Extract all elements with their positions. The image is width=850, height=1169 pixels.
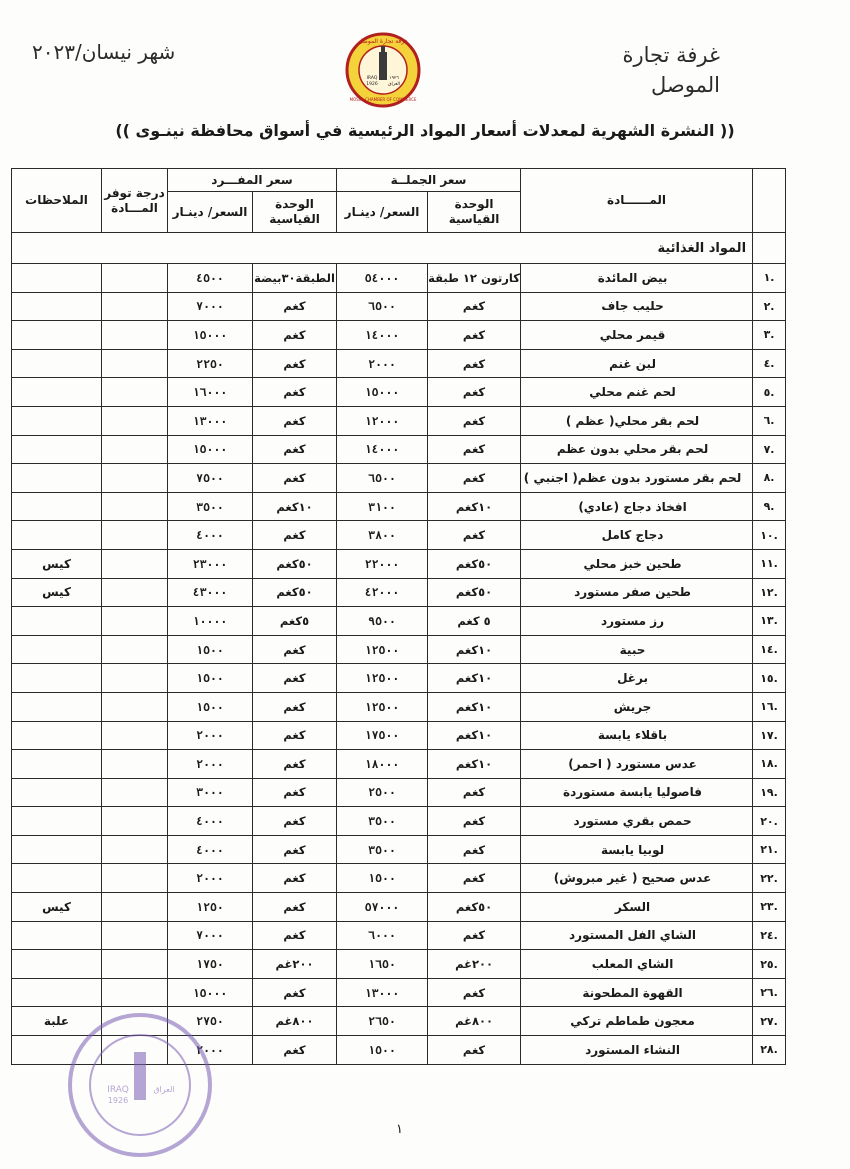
item-name: حبية bbox=[521, 635, 753, 664]
item-name: بيض المائدة bbox=[521, 264, 753, 293]
item-name: لحم غنم محلي bbox=[521, 378, 753, 407]
availability bbox=[102, 378, 168, 407]
table-row bbox=[12, 750, 786, 779]
row-number: .٤ bbox=[753, 349, 786, 378]
item-name: باقلاء يابسة bbox=[521, 721, 753, 750]
table-row bbox=[12, 950, 786, 979]
availability bbox=[102, 692, 168, 721]
wholesale-price: ٣٨٠٠ bbox=[337, 521, 428, 550]
row-number: .١ bbox=[753, 264, 786, 293]
item-name: عدس مستورد ( احمر) bbox=[521, 750, 753, 779]
retail-unit: كغم bbox=[253, 721, 337, 750]
col-number-header bbox=[753, 169, 786, 233]
table-row bbox=[12, 778, 786, 807]
row-number: .١١ bbox=[753, 549, 786, 578]
price-table bbox=[11, 168, 786, 1065]
item-name: لبن غنم bbox=[521, 349, 753, 378]
note: كيس bbox=[12, 893, 102, 922]
wholesale-unit: ٥٠كغم bbox=[428, 578, 521, 607]
wholesale-unit: كغم bbox=[428, 921, 521, 950]
retail-price: ٣٠٠٠ bbox=[168, 778, 253, 807]
retail-price: ١٦٠٠٠ bbox=[168, 378, 253, 407]
table-row bbox=[12, 549, 786, 578]
wholesale-unit: كارتون ١٢ طبقة bbox=[428, 264, 521, 293]
retail-unit: كغم bbox=[253, 378, 337, 407]
wholesale-price: ٢٥٠٠ bbox=[337, 778, 428, 807]
retail-price: ١٧٥٠ bbox=[168, 950, 253, 979]
retail-unit: كغم bbox=[253, 978, 337, 1007]
availability bbox=[102, 750, 168, 779]
wholesale-price: ١٥٠٠ bbox=[337, 1036, 428, 1065]
item-name: معجون طماطم تركي bbox=[521, 1007, 753, 1036]
availability bbox=[102, 835, 168, 864]
retail-price: ٤٠٠٠ bbox=[168, 807, 253, 836]
retail-price-header: السعر/ دينـار bbox=[168, 192, 253, 233]
retail-unit: ٢٠٠غم bbox=[253, 950, 337, 979]
retail-unit-header: الوحدة القياسية bbox=[253, 192, 337, 233]
note: كيس bbox=[12, 549, 102, 578]
table-row bbox=[12, 264, 786, 293]
price-table-body bbox=[12, 233, 786, 1065]
wholesale-price: ٣٥٠٠ bbox=[337, 835, 428, 864]
logo-country-arabic: العراق bbox=[387, 82, 401, 87]
item-name: السكر bbox=[521, 893, 753, 922]
row-number: .٦ bbox=[753, 406, 786, 435]
retail-price: ٢٠٠٠ bbox=[168, 1036, 253, 1065]
col-retail-header: سعر المفـــرد bbox=[168, 169, 337, 192]
logo-bottom-text: MOSUL CHAMBER OF COMMERCE bbox=[349, 97, 417, 102]
chamber-stamp bbox=[60, 1010, 220, 1160]
item-name: لحم بقر مستورد بدون عظم( اجنبي ) bbox=[521, 464, 753, 493]
row-number: .١٠ bbox=[753, 521, 786, 550]
row-number: .١٧ bbox=[753, 721, 786, 750]
logo-year-text: 1926 bbox=[366, 82, 378, 87]
retail-unit: ١٠كغم bbox=[253, 492, 337, 521]
item-name: حليب جاف bbox=[521, 292, 753, 321]
row-number: .١٥ bbox=[753, 664, 786, 693]
note bbox=[12, 721, 102, 750]
note: كيس bbox=[12, 578, 102, 607]
availability bbox=[102, 406, 168, 435]
col-wholesale-header: سعر الجملــة bbox=[337, 169, 521, 192]
wholesale-unit: كغم bbox=[428, 521, 521, 550]
wholesale-price: ١٤٠٠٠ bbox=[337, 435, 428, 464]
wholesale-unit: كغم bbox=[428, 778, 521, 807]
wholesale-unit: ٨٠٠غم bbox=[428, 1007, 521, 1036]
logo-iraq-text: IRAQ bbox=[366, 76, 378, 81]
table-row bbox=[12, 664, 786, 693]
wholesale-price: ١٢٥٠٠ bbox=[337, 635, 428, 664]
stamp-year-text: 1926 bbox=[107, 1096, 129, 1105]
wholesale-unit: ٢٠٠غم bbox=[428, 950, 521, 979]
page-number: ١ bbox=[396, 1122, 403, 1137]
retail-unit: كغم bbox=[253, 664, 337, 693]
row-number: .٢١ bbox=[753, 835, 786, 864]
wholesale-price-header: السعر/ دينـار bbox=[337, 192, 428, 233]
table-row bbox=[12, 978, 786, 1007]
note bbox=[12, 750, 102, 779]
organization-line-2: الموصل bbox=[651, 73, 720, 97]
wholesale-unit: ١٠كغم bbox=[428, 692, 521, 721]
retail-price: ١٥٠٠٠ bbox=[168, 978, 253, 1007]
item-name: القهوة المطحونة bbox=[521, 978, 753, 1007]
retail-unit: كغم bbox=[253, 349, 337, 378]
wholesale-unit: كغم bbox=[428, 349, 521, 378]
wholesale-unit: كغم bbox=[428, 978, 521, 1007]
wholesale-price: ١٣٠٠٠ bbox=[337, 978, 428, 1007]
row-number: .٨ bbox=[753, 464, 786, 493]
retail-price: ٤٠٠٠ bbox=[168, 521, 253, 550]
availability bbox=[102, 978, 168, 1007]
retail-price: ٢٧٥٠ bbox=[168, 1007, 253, 1036]
wholesale-unit: كغم bbox=[428, 464, 521, 493]
retail-unit: كغم bbox=[253, 292, 337, 321]
wholesale-price: ١٢٥٠٠ bbox=[337, 692, 428, 721]
note bbox=[12, 978, 102, 1007]
availability bbox=[102, 893, 168, 922]
availability bbox=[102, 721, 168, 750]
item-name: برغل bbox=[521, 664, 753, 693]
col-availability-header: درجة توفر المـــادة bbox=[102, 169, 168, 233]
retail-unit: ٥٠كغم bbox=[253, 578, 337, 607]
wholesale-unit: كغم bbox=[428, 864, 521, 893]
table-row bbox=[12, 835, 786, 864]
table-row bbox=[12, 349, 786, 378]
wholesale-unit: ٥٠كغم bbox=[428, 549, 521, 578]
availability bbox=[102, 464, 168, 493]
retail-price: ٢٠٠٠ bbox=[168, 864, 253, 893]
availability bbox=[102, 807, 168, 836]
stamp-country-arabic: العراق bbox=[153, 1085, 175, 1094]
wholesale-price: ٢٦٥٠ bbox=[337, 1007, 428, 1036]
note bbox=[12, 321, 102, 350]
wholesale-price: ٦٥٠٠ bbox=[337, 292, 428, 321]
retail-unit: كغم bbox=[253, 864, 337, 893]
stamp-iraq-text: IRAQ bbox=[107, 1085, 129, 1095]
wholesale-unit: كغم bbox=[428, 807, 521, 836]
retail-unit: كغم bbox=[253, 464, 337, 493]
item-name: جريش bbox=[521, 692, 753, 721]
note bbox=[12, 292, 102, 321]
note bbox=[12, 521, 102, 550]
retail-unit: كغم bbox=[253, 406, 337, 435]
retail-unit: كغم bbox=[253, 692, 337, 721]
wholesale-price: ١٢٥٠٠ bbox=[337, 664, 428, 693]
item-name: الشاي المعلب bbox=[521, 950, 753, 979]
table-row bbox=[12, 435, 786, 464]
retail-price: ٧٠٠٠ bbox=[168, 921, 253, 950]
row-number: .١٨ bbox=[753, 750, 786, 779]
bulletin-title: (( النشرة الشهرية لمعدلات أسعار المواد الرئيسية في أسواق محافظة نينـوى )) bbox=[115, 121, 735, 140]
retail-unit: الطبقة٣٠بيضة bbox=[253, 264, 337, 293]
wholesale-price: ٥٤٠٠٠ bbox=[337, 264, 428, 293]
wholesale-price: ٣١٠٠ bbox=[337, 492, 428, 521]
item-name: لحم بقر محلي بدون عظم bbox=[521, 435, 753, 464]
table-row bbox=[12, 406, 786, 435]
row-number: .٢٨ bbox=[753, 1036, 786, 1065]
col-notes-header: الملاحظات bbox=[12, 169, 102, 233]
item-name: فاصوليا يابسة مستوردة bbox=[521, 778, 753, 807]
item-name: طحين صفر مستورد bbox=[521, 578, 753, 607]
wholesale-price: ١٤٠٠٠ bbox=[337, 321, 428, 350]
wholesale-price: ٣٥٠٠ bbox=[337, 807, 428, 836]
item-name: النشاء المستورد bbox=[521, 1036, 753, 1065]
row-number: .٢٦ bbox=[753, 978, 786, 1007]
row-number: .٢٠ bbox=[753, 807, 786, 836]
logo-years-arabic: ١٩٢٦ bbox=[389, 76, 399, 81]
wholesale-price: ١٦٥٠ bbox=[337, 950, 428, 979]
retail-unit: ٨٠٠غم bbox=[253, 1007, 337, 1036]
retail-price: ٣٥٠٠ bbox=[168, 492, 253, 521]
table-row bbox=[12, 893, 786, 922]
availability bbox=[102, 635, 168, 664]
row-number: .٢٣ bbox=[753, 893, 786, 922]
item-name: رز مستورد bbox=[521, 607, 753, 636]
row-number: .١٩ bbox=[753, 778, 786, 807]
retail-price: ١٥٠٠ bbox=[168, 692, 253, 721]
availability bbox=[102, 950, 168, 979]
retail-price: ٤٠٠٠ bbox=[168, 835, 253, 864]
row-number: .٢٤ bbox=[753, 921, 786, 950]
col-item-header: المــــــادة bbox=[521, 169, 753, 233]
retail-unit: كغم bbox=[253, 807, 337, 836]
availability bbox=[102, 549, 168, 578]
item-name: لحم بقر محلي( عظم ) bbox=[521, 406, 753, 435]
retail-price: ٤٣٠٠٠ bbox=[168, 578, 253, 607]
retail-unit: ٥كغم bbox=[253, 607, 337, 636]
logo-top-text: غرفة تجارة الموصل bbox=[358, 38, 408, 45]
wholesale-price: ١٨٠٠٠ bbox=[337, 750, 428, 779]
wholesale-price: ١٢٠٠٠ bbox=[337, 406, 428, 435]
note bbox=[12, 921, 102, 950]
retail-price: ٢٠٠٠ bbox=[168, 750, 253, 779]
table-row bbox=[12, 378, 786, 407]
retail-unit: كغم bbox=[253, 893, 337, 922]
wholesale-unit-header: الوحدة القياسية bbox=[428, 192, 521, 233]
note bbox=[12, 607, 102, 636]
bulletin-month: شهر نيسان/٢٠٢٣ bbox=[32, 40, 176, 64]
retail-unit: كغم bbox=[253, 521, 337, 550]
note bbox=[12, 778, 102, 807]
wholesale-unit: ١٠كغم bbox=[428, 635, 521, 664]
wholesale-unit: كغم bbox=[428, 406, 521, 435]
retail-price: ١٢٥٠ bbox=[168, 893, 253, 922]
wholesale-price: ١٧٥٠٠ bbox=[337, 721, 428, 750]
row-number: .٢٥ bbox=[753, 950, 786, 979]
organization-name bbox=[623, 40, 720, 100]
retail-price: ١٣٠٠٠ bbox=[168, 406, 253, 435]
availability bbox=[102, 349, 168, 378]
retail-unit: كغم bbox=[253, 435, 337, 464]
row-number: .٩ bbox=[753, 492, 786, 521]
availability bbox=[102, 607, 168, 636]
item-name: طحين خبز محلي bbox=[521, 549, 753, 578]
retail-unit: كغم bbox=[253, 1036, 337, 1065]
wholesale-unit: كغم bbox=[428, 378, 521, 407]
retail-price: ٢٣٠٠٠ bbox=[168, 549, 253, 578]
availability bbox=[102, 864, 168, 893]
table-row bbox=[12, 635, 786, 664]
note bbox=[12, 864, 102, 893]
row-number: .٢ bbox=[753, 292, 786, 321]
table-row bbox=[12, 721, 786, 750]
wholesale-price: ٦٠٠٠ bbox=[337, 921, 428, 950]
note bbox=[12, 435, 102, 464]
retail-price: ٢٠٠٠ bbox=[168, 721, 253, 750]
retail-price: ١٥٠٠٠ bbox=[168, 321, 253, 350]
table-row bbox=[12, 807, 786, 836]
note bbox=[12, 349, 102, 378]
wholesale-unit: ٥ كغم bbox=[428, 607, 521, 636]
note bbox=[12, 664, 102, 693]
item-name: عدس صحيح ( غير مبروش) bbox=[521, 864, 753, 893]
row-number: .١٣ bbox=[753, 607, 786, 636]
note bbox=[12, 492, 102, 521]
table-row bbox=[12, 464, 786, 493]
row-number: .١٢ bbox=[753, 578, 786, 607]
organization-line-1: غرفة تجارة bbox=[622, 43, 720, 67]
wholesale-price: ٢٢٠٠٠ bbox=[337, 549, 428, 578]
table-row bbox=[12, 578, 786, 607]
availability bbox=[102, 521, 168, 550]
wholesale-unit: كغم bbox=[428, 435, 521, 464]
item-name: دجاج كامل bbox=[521, 521, 753, 550]
wholesale-unit: ١٠كغم bbox=[428, 492, 521, 521]
note bbox=[12, 406, 102, 435]
category-number-cell bbox=[753, 233, 786, 264]
wholesale-price: ٦٥٠٠ bbox=[337, 464, 428, 493]
availability bbox=[102, 292, 168, 321]
retail-unit: كغم bbox=[253, 321, 337, 350]
retail-unit: ٥٠كغم bbox=[253, 549, 337, 578]
row-number: .١٦ bbox=[753, 692, 786, 721]
wholesale-unit: كغم bbox=[428, 1036, 521, 1065]
table-row bbox=[12, 321, 786, 350]
note bbox=[12, 464, 102, 493]
table-row bbox=[12, 921, 786, 950]
wholesale-unit: كغم bbox=[428, 292, 521, 321]
item-name: حمص بقري مستورد bbox=[521, 807, 753, 836]
table-row bbox=[12, 492, 786, 521]
note bbox=[12, 264, 102, 293]
retail-price: ٤٥٠٠ bbox=[168, 264, 253, 293]
availability bbox=[102, 492, 168, 521]
row-number: .٢٢ bbox=[753, 864, 786, 893]
chamber-logo bbox=[345, 32, 421, 108]
wholesale-price: ٤٢٠٠٠ bbox=[337, 578, 428, 607]
note: علبة bbox=[12, 1007, 102, 1036]
availability bbox=[102, 778, 168, 807]
item-name: الشاي الفل المستورد bbox=[521, 921, 753, 950]
wholesale-unit: ١٠كغم bbox=[428, 750, 521, 779]
table-row bbox=[12, 607, 786, 636]
retail-unit: كغم bbox=[253, 921, 337, 950]
availability bbox=[102, 264, 168, 293]
wholesale-unit: ١٠كغم bbox=[428, 721, 521, 750]
row-number: .١٤ bbox=[753, 635, 786, 664]
note bbox=[12, 807, 102, 836]
retail-price: ٢٢٥٠ bbox=[168, 349, 253, 378]
item-name: افخاذ دجاج (عادي) bbox=[521, 492, 753, 521]
wholesale-unit: ٥٠كغم bbox=[428, 893, 521, 922]
retail-unit: كغم bbox=[253, 635, 337, 664]
retail-price: ١٥٠٠ bbox=[168, 635, 253, 664]
table-row bbox=[12, 692, 786, 721]
availability bbox=[102, 664, 168, 693]
note bbox=[12, 635, 102, 664]
availability bbox=[102, 921, 168, 950]
note bbox=[12, 692, 102, 721]
wholesale-price: ١٥٠٠٠ bbox=[337, 378, 428, 407]
note bbox=[12, 950, 102, 979]
retail-unit: كغم bbox=[253, 750, 337, 779]
wholesale-price: ١٥٠٠ bbox=[337, 864, 428, 893]
row-number: .٣ bbox=[753, 321, 786, 350]
retail-price: ٧٥٠٠ bbox=[168, 464, 253, 493]
retail-price: ١٥٠٠ bbox=[168, 664, 253, 693]
note bbox=[12, 835, 102, 864]
note bbox=[12, 378, 102, 407]
category-label: المواد الغذائية bbox=[12, 233, 753, 264]
table-row bbox=[12, 521, 786, 550]
retail-price: ١٠٠٠٠ bbox=[168, 607, 253, 636]
wholesale-price: ٢٠٠٠ bbox=[337, 349, 428, 378]
retail-unit: كغم bbox=[253, 835, 337, 864]
wholesale-unit: كغم bbox=[428, 321, 521, 350]
retail-price: ١٥٠٠٠ bbox=[168, 435, 253, 464]
availability bbox=[102, 435, 168, 464]
availability bbox=[102, 578, 168, 607]
item-name: قيمر محلي bbox=[521, 321, 753, 350]
retail-unit: كغم bbox=[253, 778, 337, 807]
item-name: لوبيا يابسة bbox=[521, 835, 753, 864]
retail-price: ٧٠٠٠ bbox=[168, 292, 253, 321]
row-number: .٥ bbox=[753, 378, 786, 407]
row-number: .٢٧ bbox=[753, 1007, 786, 1036]
table-row bbox=[12, 292, 786, 321]
wholesale-unit: ١٠كغم bbox=[428, 664, 521, 693]
table-row bbox=[12, 864, 786, 893]
wholesale-price: ٥٧٠٠٠ bbox=[337, 893, 428, 922]
availability bbox=[102, 321, 168, 350]
wholesale-unit: كغم bbox=[428, 835, 521, 864]
wholesale-price: ٩٥٠٠ bbox=[337, 607, 428, 636]
row-number: .٧ bbox=[753, 435, 786, 464]
